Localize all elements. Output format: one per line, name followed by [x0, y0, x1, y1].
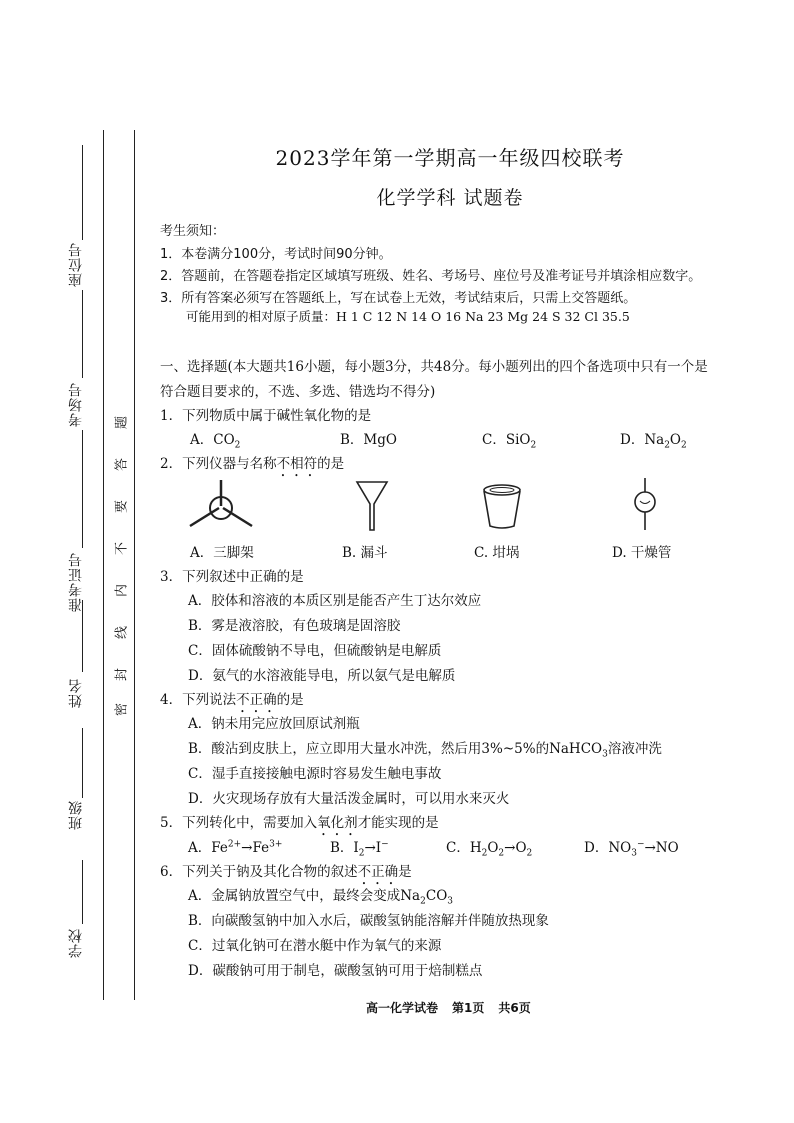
q5-stem-post: 才能实现的是	[357, 815, 439, 831]
q5-option-c[interactable]: C．$H_2O_2\to O_2$	[446, 840, 533, 859]
notice-heading: 考生须知：	[160, 224, 226, 239]
q5-stem-emphasis: 氧化剂	[317, 815, 358, 831]
q2-stem-pre: 2．下列仪器与名称	[160, 456, 277, 472]
q6-option-b[interactable]: B．向碳酸氢钠中加入水后，碳酸氢钠能溶解并伴随放热现象	[188, 913, 549, 929]
q3-option-a[interactable]: A．胶体和溶液的本质区别是能否产生丁达尔效应	[188, 593, 482, 609]
q1-option-d[interactable]: D．$Na_2O_2$	[620, 432, 687, 451]
q4-stem-pre: 4．下列说法	[160, 692, 237, 708]
class-label: 班级	[68, 800, 84, 830]
exam-subtitle: 化学学科 试题卷	[376, 187, 524, 209]
exam-room-label: 考场号	[68, 382, 84, 427]
q1-option-b[interactable]: B．MgO	[340, 432, 397, 448]
q2-stem-emphasis: 不相符	[276, 456, 318, 472]
exam-title: 2023学年第一学期高一年级四校联考	[275, 146, 625, 170]
name-label: 姓名	[68, 678, 84, 708]
q2-option-a[interactable]: A．三脚架	[190, 545, 254, 561]
q4-option-b-text2: 溶液冲洗	[607, 741, 662, 757]
q1-option-c-text: C．SiO	[482, 432, 531, 448]
q4-stem-emphasis: 不正确	[236, 692, 277, 708]
tripod-figure	[186, 478, 256, 532]
q6-stem-emphasis: 不正确	[357, 864, 399, 880]
seal-char-4: 不	[114, 542, 130, 556]
q6-option-a-text: A．金属钠放置空气中，最终会变成Na	[188, 888, 421, 904]
seat-number-label: 座位号	[68, 242, 84, 287]
section1-intro-line2: 符合题目要求的，不选、多选、错选均不得分)	[160, 384, 436, 400]
seal-line	[134, 130, 135, 1000]
notice-item-2: 2．答题前，在答题卷指定区域填写班级、姓名、考场号、座位号及准考证号并填涂相应数字。	[160, 269, 702, 284]
seal-char-8: 密	[114, 703, 130, 717]
seal-char-6: 线	[114, 626, 130, 640]
q1-option-d-text2: O	[669, 432, 681, 448]
ticket-number-label: 准考证号	[68, 552, 84, 612]
drying-tube-figure	[630, 476, 660, 534]
q6-option-a-text2: CO	[425, 888, 448, 904]
class-field[interactable]	[82, 728, 83, 798]
school-label: 学校	[68, 928, 84, 958]
q6-stem-pre: 6．下列关于钠及其化合物的叙述	[160, 864, 358, 880]
seal-char-7: 封	[114, 668, 130, 682]
q6-stem-post: 是	[398, 864, 412, 880]
seal-char-3: 要	[114, 500, 130, 514]
seat-number-field[interactable]	[82, 145, 83, 240]
q6-option-c[interactable]: C．过氧化钠可在潜水艇中作为氧气的来源	[188, 938, 442, 954]
q2-option-d[interactable]: D. 干燥管	[612, 545, 672, 561]
funnel-figure	[354, 478, 390, 534]
q1-stem: 1．下列物质中属于碱性氧化物的是	[160, 408, 372, 424]
footer-total: 共6页	[498, 1001, 531, 1015]
q6-option-a[interactable]: A．金属钠放置空气中，最终会变成$Na_2CO_3$	[188, 888, 453, 907]
q6-option-d[interactable]: D．碳酸钠可用于制皂，碳酸氢钠可用于焙制糕点	[188, 963, 483, 979]
q5-stem-pre: 5．下列转化中，需要加入	[160, 815, 318, 831]
footer-course: 高一化学试卷	[366, 1001, 439, 1015]
q2-option-c[interactable]: C. 坩埚	[474, 545, 520, 561]
q4-option-b[interactable]: B．酸沾到皮肤上，应立即用大量水冲洗，然后用3%~5%的NaHCO$_3$溶液冲洗	[188, 741, 662, 760]
name-field[interactable]	[82, 600, 83, 672]
section1-intro-line1: 一、选择题(本大题共16小题，每小题3分，共48分。每小题列出的四个备选项中只有一个是	[160, 359, 708, 375]
page-footer	[366, 999, 545, 1016]
exam-room-field[interactable]	[82, 290, 83, 378]
q3-option-c[interactable]: C．固体硫酸钠不导电，但硫酸钠是电解质	[188, 643, 442, 659]
q4-option-b-text: B．酸沾到皮肤上，应立即用大量水冲洗，然后用3%~5%的NaHCO	[188, 741, 603, 757]
q1-option-d-text: D．Na	[620, 432, 665, 448]
seal-char-1: 题	[114, 416, 130, 430]
school-field[interactable]	[82, 860, 83, 924]
q4-option-d[interactable]: D．火灾现场存放有大量活泼金属时，可以用水来灭火	[188, 791, 510, 807]
ticket-number-field[interactable]	[82, 430, 83, 548]
q4-option-a[interactable]: A．钠未用完应放回原试剂瓶	[188, 716, 360, 732]
binding-border-line	[103, 130, 104, 1000]
q2-option-b[interactable]: B. 漏斗	[342, 545, 388, 561]
q2-stem-post: 的是	[317, 456, 345, 472]
footer-page: 第1页	[452, 1001, 485, 1015]
q1-option-a[interactable]: A．$CO_2$	[190, 432, 241, 451]
q5-option-a[interactable]: A．$Fe^{2+}\to Fe^{3+}$	[188, 839, 283, 856]
q3-stem: 3．下列叙述中正确的是	[160, 569, 304, 585]
q4-option-c[interactable]: C．湿手直接接触电源时容易发生触电事故	[188, 766, 442, 782]
q1-option-c[interactable]: C．SiO$_2$	[482, 432, 537, 451]
q3-option-d[interactable]: D．氨气的水溶液能导电，所以氨气是电解质	[188, 668, 456, 684]
q5-stem	[160, 811, 439, 839]
q5-option-d[interactable]: D．$NO_3^-\to NO$	[584, 839, 679, 859]
notice-item-1: 1．本卷满分100分，考试时间90分钟。	[160, 247, 392, 262]
crucible-figure	[478, 482, 526, 532]
notice-item-3: 3．所有答案必须写在答题纸上，写在试卷上无效，考试结束后，只需上交答题纸。	[160, 291, 637, 306]
q3-option-b[interactable]: B．雾是液溶胶，有色玻璃是固溶胶	[188, 618, 401, 634]
atomic-masses: 可能用到的相对原子质量：H 1 C 12 N 14 O 16 Na 23 Mg 24 S 32 Cl 35.5	[186, 309, 630, 324]
seal-char-5: 内	[114, 584, 130, 598]
q2-stem	[160, 452, 344, 480]
q4-stem-post: 的是	[276, 692, 304, 708]
q5-option-b[interactable]: B．$I_2\to I^-$	[330, 839, 389, 859]
seal-char-2: 答	[114, 458, 130, 472]
q1-option-a-text: A．CO	[190, 432, 235, 448]
